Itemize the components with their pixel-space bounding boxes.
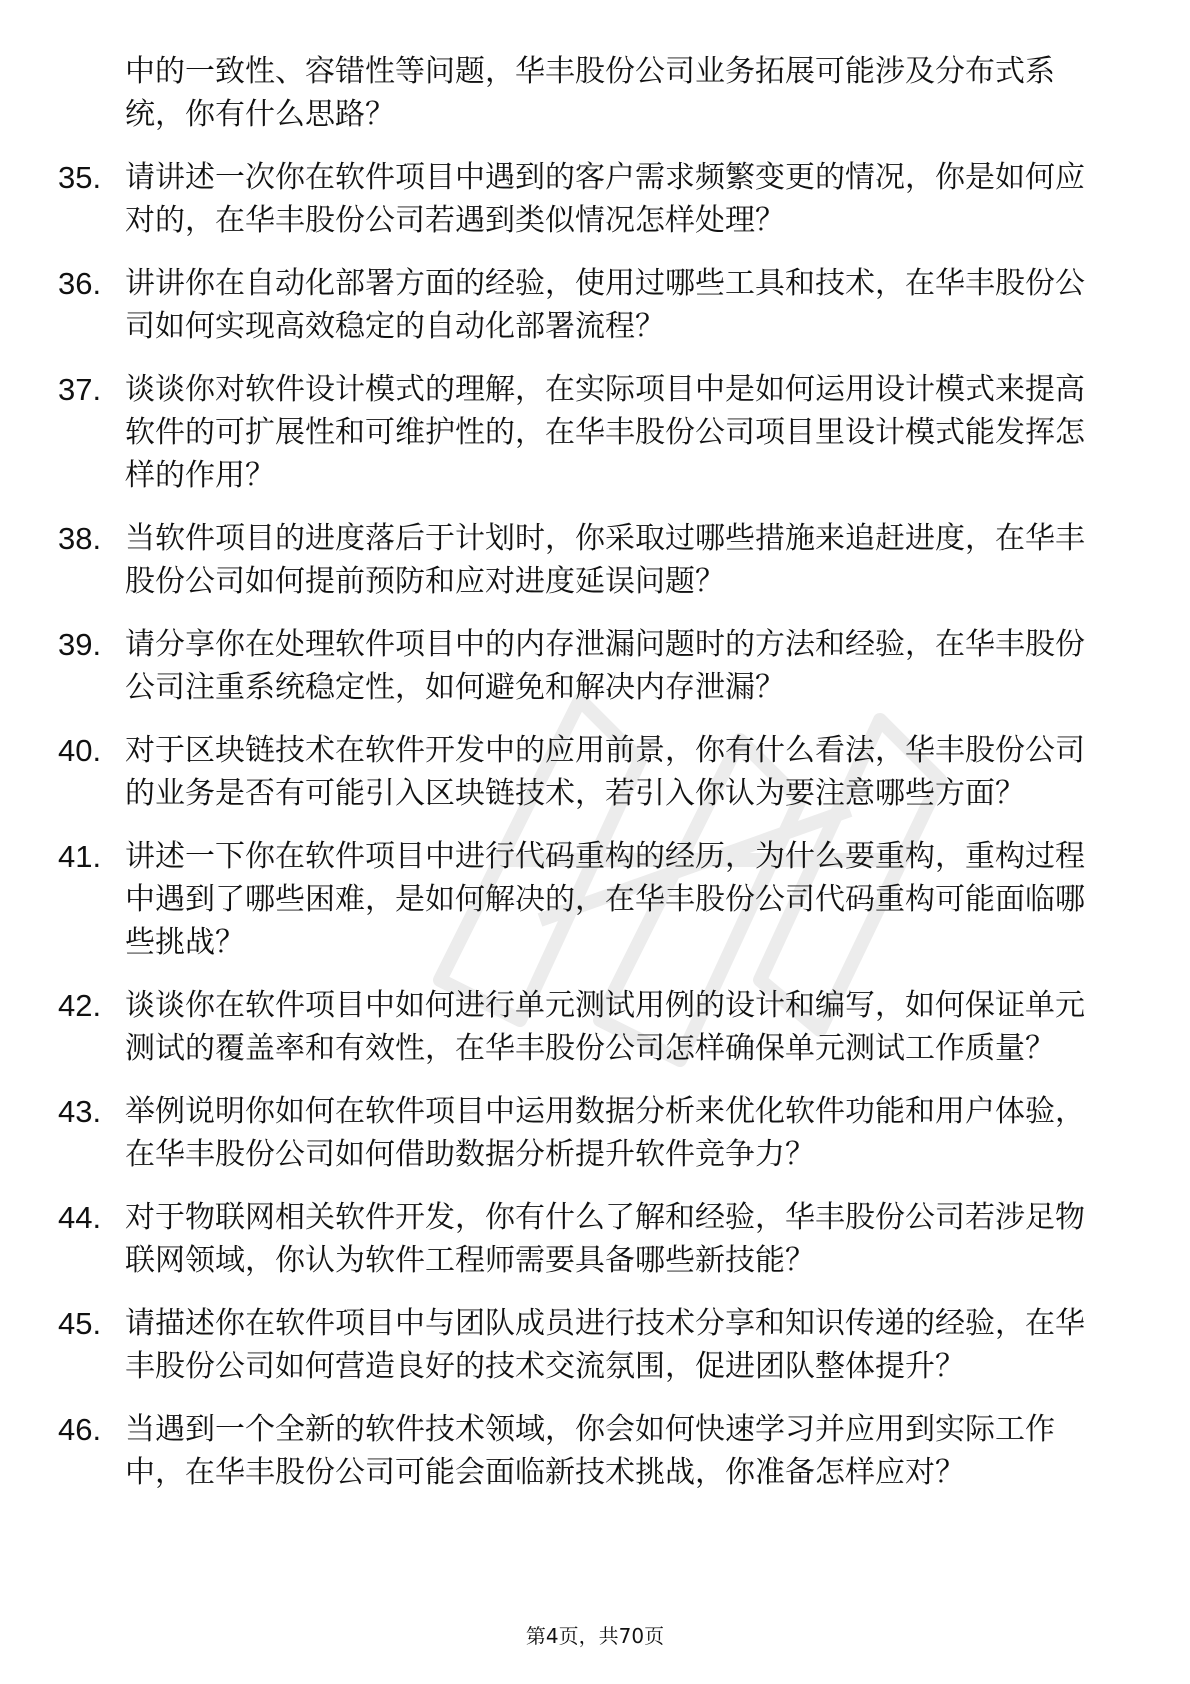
question-item xyxy=(58,1408,1108,1494)
question-text: 对于物联网相关软件开发，你有什么了解和经验，华丰股份公司若涉足物联网领域，你认为软件工程师需要具备哪些新技能？ xyxy=(125,1200,1085,1278)
question-number: 43. xyxy=(58,1094,102,1129)
question-number: 41. xyxy=(58,839,102,874)
question-item xyxy=(58,623,1108,709)
question-text: 请讲述一次你在软件项目中遇到的客户需求频繁变更的情况，你是如何应对的，在华丰股份公司若遇到类似情况怎样处理？ xyxy=(125,160,1085,238)
question-item xyxy=(58,1196,1108,1282)
question-text: 谈谈你对软件设计模式的理解，在实际项目中是如何运用设计模式来提高软件的可扩展性和可维护性的，在华丰股份公司项目里设计模式能发挥怎样的作用？ xyxy=(125,372,1085,493)
question-item xyxy=(58,368,1108,497)
question-item xyxy=(58,262,1108,348)
question-number: 42. xyxy=(58,988,102,1023)
question-text: 讲讲你在自动化部署方面的经验，使用过哪些工具和技术，在华丰股份公司如何实现高效稳定的自动化部署流程？ xyxy=(125,266,1085,344)
question-text: 当遇到一个全新的软件技术领域，你会如何快速学习并应用到实际工作中，在华丰股份公司可能会面临新技术挑战，你准备怎样应对？ xyxy=(125,1412,1055,1490)
question-text: 举例说明你如何在软件项目中运用数据分析来优化软件功能和用户体验，在华丰股份公司如何借助数据分析提升软件竞争力？ xyxy=(125,1094,1085,1172)
question-item xyxy=(58,835,1108,964)
continued-question-text: 中的一致性、容错性等问题，华丰股份公司业务拓展可能涉及分布式系统，你有什么思路？ xyxy=(125,54,1055,132)
page-footer: 第4页，共70页 xyxy=(525,1624,665,1648)
question-number: 46. xyxy=(58,1412,102,1447)
question-item xyxy=(58,1302,1108,1388)
question-number: 36. xyxy=(58,266,102,301)
question-text: 谈谈你在软件项目中如何进行单元测试用例的设计和编写，如何保证单元测试的覆盖率和有效性，在华丰股份公司怎样确保单元测试工作质量？ xyxy=(125,988,1085,1066)
question-number: 39. xyxy=(58,627,102,662)
question-number: 40. xyxy=(58,733,102,768)
question-text: 讲述一下你在软件项目中进行代码重构的经历，为什么要重构，重构过程中遇到了哪些困难，是如何解决的，在华丰股份公司代码重构可能面临哪些挑战？ xyxy=(125,839,1085,960)
question-number: 35. xyxy=(58,160,102,195)
question-number: 44. xyxy=(58,1200,102,1235)
question-item xyxy=(58,1090,1108,1176)
question-item xyxy=(58,156,1108,242)
question-number: 38. xyxy=(58,521,102,556)
question-item xyxy=(58,517,1108,603)
question-list xyxy=(58,50,1108,1514)
question-number: 45. xyxy=(58,1306,102,1341)
question-text: 当软件项目的进度落后于计划时，你采取过哪些措施来追赶进度，在华丰股份公司如何提前预防和应对进度延误问题？ xyxy=(125,521,1085,599)
question-number: 37. xyxy=(58,372,102,407)
question-item xyxy=(58,729,1108,815)
question-text: 请描述你在软件项目中与团队成员进行技术分享和知识传递的经验，在华丰股份公司如何营造良好的技术交流氛围，促进团队整体提升？ xyxy=(125,1306,1085,1384)
question-text: 对于区块链技术在软件开发中的应用前景，你有什么看法，华丰股份公司的业务是否有可能引入区块链技术，若引入你认为要注意哪些方面？ xyxy=(125,733,1085,811)
question-item xyxy=(58,984,1108,1070)
question-text: 请分享你在处理软件项目中的内存泄漏问题时的方法和经验，在华丰股份公司注重系统稳定性，如何避免和解决内存泄漏？ xyxy=(125,627,1085,705)
